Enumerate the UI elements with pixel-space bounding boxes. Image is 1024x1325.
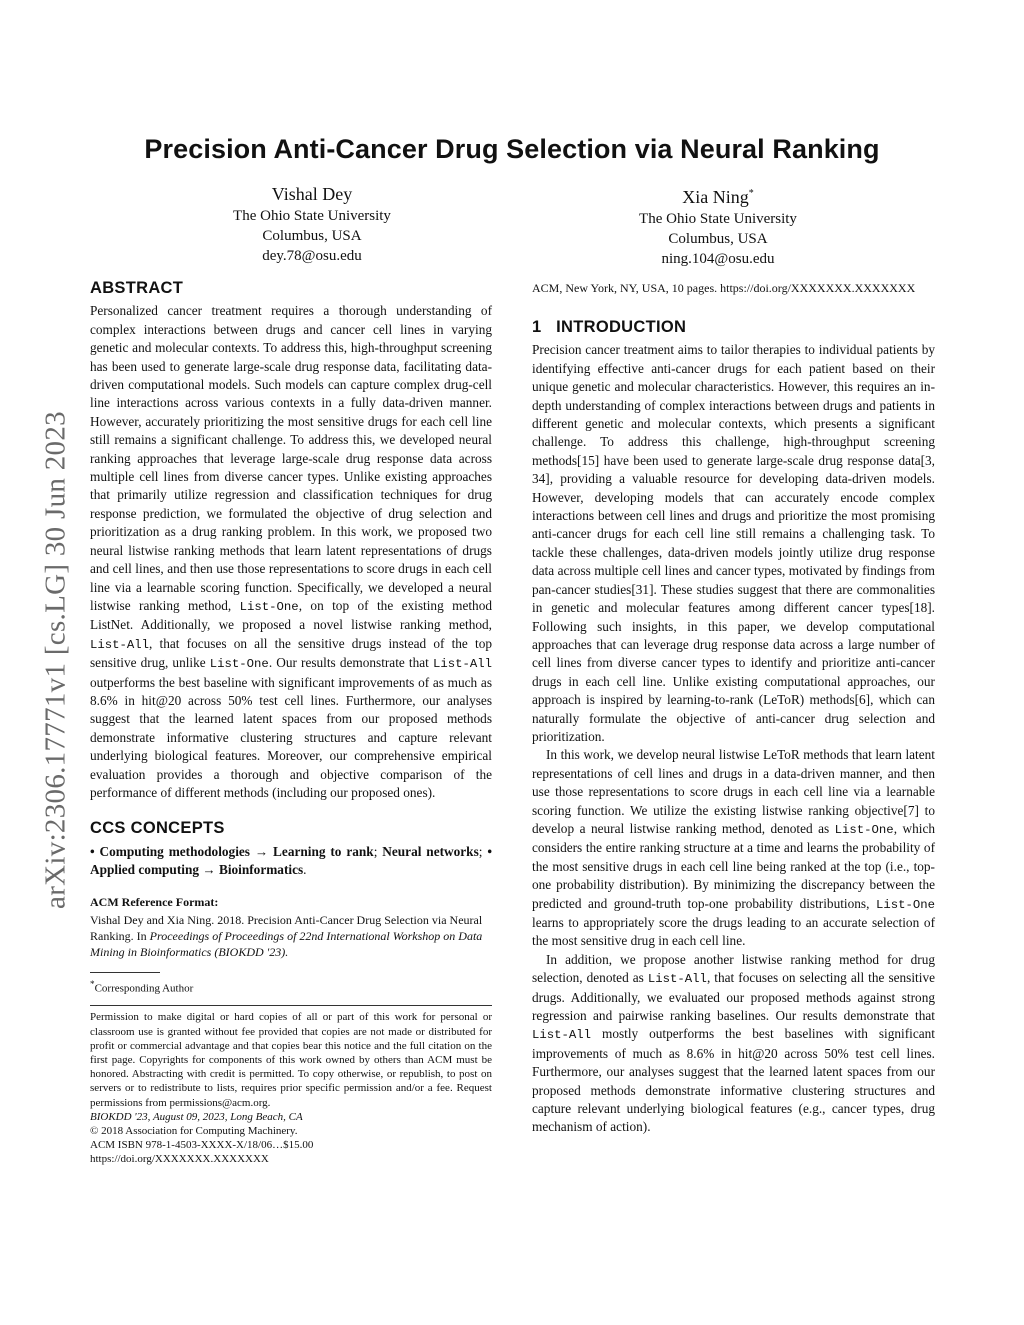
- intro-paragraph-3: In addition, we propose another listwise ranking method for drug selection, denoted as List-All, that focuses on selecting all the sensitive drugs. Additionally, we evaluated our proposed methods against strong regression and pairwise ranking baselines. Our results demonstrate that List-All mostly outperforms the best baselines with significant improvements of much as 8.6% in hit@20 across 50% test cell lines. Furthermore, our analyses suggest that the learned latent spaces from our proposed methods demonstrate informative clustering structures and capture relevant underlying biological features (e.g., cancer types, drug mechanism of action).: [532, 951, 935, 1135]
- isbn-line: ACM ISBN 978-1-4503-XXXX-X/18/06…$15.00: [90, 1139, 314, 1152]
- method-name: List-All: [90, 637, 150, 652]
- author-location: Columbus, USA: [262, 228, 362, 244]
- author-mark: *: [748, 188, 754, 199]
- acm-ref-heading: ACM Reference Format:: [90, 894, 219, 909]
- author-location: Columbus, USA: [668, 231, 768, 247]
- ccs-heading: CCS CONCEPTS: [90, 819, 225, 838]
- author-name: Vishal Dey: [271, 184, 353, 204]
- copyright-line: © 2018 Association for Computing Machinery.: [90, 1125, 298, 1138]
- footnote: *Corresponding Author: [90, 978, 194, 995]
- author-email: dey.78@osu.edu: [262, 248, 362, 264]
- right-column: [532, 280, 935, 1137]
- intro-heading: 1 INTRODUCTION: [532, 318, 687, 336]
- author-affiliation: The Ohio State University: [233, 208, 391, 224]
- method-name: List-All: [532, 1028, 592, 1043]
- author-name: Xia Ning: [682, 187, 749, 207]
- author-block-1: [162, 182, 462, 266]
- method-name: List-One: [239, 599, 299, 614]
- permission-divider: [90, 1005, 492, 1006]
- acm-ref-text: Vishal Dey and Xia Ning. 2018. Precision Anti-Cancer Drug Selection via Neural Ranking. In Proceedings of Proceedings of 22nd International Workshop on Data Mining in Bioinformatics (BIOKDD '23).: [90, 912, 483, 959]
- intro-paragraph-2: In this work, we develop neural listwise LeToR methods that learn latent representations of cell lines and drugs in a data-driven manner, and then use those representations to score drugs in each cell line via a learnable scoring function. We utilize the existing listwise ranking objective[7] to develop a neural listwise ranking method, denoted as List-One, which considers the entire ranking structure at a time and learns the probability of the most sensitive drugs in each cell line being ranked at the top (i.e., top-one probability distribution). By minimizing the discrepancy between the predicted and ground-truth top-one probability distributions, List-One learns to appropriately score the drugs leading to an accurate selection of the most sensitive drug in each cell line.: [532, 747, 935, 949]
- method-name: List-One: [875, 897, 935, 912]
- footnote-divider: [90, 972, 160, 973]
- acm-ref-continuation: ACM, New York, NY, USA, 10 pages. https://doi.org/XXXXXXX.XXXXXXX: [532, 281, 916, 295]
- intro-paragraph-1: Precision cancer treatment aims to tailor therapies to individual patients by identifying effective anti-cancer drugs for each patient based on their unique genetic and molecular characteristics. However, this requires an in-depth understanding of complex interactions between drugs and patients in different genetic and molecular contexts, which presents a significant challenge. To address this challenge, high-throughput screening methods[15] have been used to generate large-scale drug response data[3, 34], providing a valuable resource for developing data-driven models. However, developing models that can accurately encode complex interactions between cell lines and drugs and prioritize the most promising anti-cancer drugs for each cell line still remains a challenging task. To tackle these challenges, data-driven models jointly utilize drug response data across multiple cell lines and cancer types, motivated by findings from pan-cancer studies[31]. These studies suggest that there are commonalities in genetic and molecular features among different cancer types[18]. Following such insights, in this paper, we develop computational approaches that can leverage drug response data across a large number of cell lines from diverse cancer types to identify and prioritize anti-cancer drugs in each cell line. Unlike existing computational approaches, our approach is inspired by learning-to-rank (LeToR) methods[6], which can naturally formulate the objective of anti-cancer drug selection and prioritization.: [532, 342, 935, 744]
- paper-title: Precision Anti-Cancer Drug Selection via Neural Ranking: [144, 134, 880, 164]
- left-column: [90, 279, 492, 1167]
- author-affiliation: The Ohio State University: [639, 211, 797, 227]
- abstract-heading: ABSTRACT: [90, 279, 184, 297]
- ccs-concepts: • Computing methodologies → Learning to rank; Neural networks; • Applied computing → Bioinformatics.: [90, 843, 492, 878]
- method-name: List-One: [834, 822, 894, 837]
- permission-notice: Permission to make digital or hard copies of all or part of this work for personal or classroom use is granted without fee provided that copies are not made or distributed for profit or commercial advantage and that copies bear this notice and the full citation on the first page. Copyrights for components of this work owned by others than ACM must be honored. Abstracting with credit is permitted. To copy otherwise, or republish, to post on servers or to redistribute to lists, requires prior specific permission and/or a fee. Request permissions from permissions@acm.org.: [90, 1011, 492, 1109]
- abstract-text: Personalized cancer treatment requires a thorough understanding of complex interactions between drugs and cancer cell lines in varying genetic and molecular contexts. To address this, high-throughput screening has been used to generate large-scale drug response data, facilitating data-driven computational models. Such models can capture complex drug-cell line interactions across various contexts in a fully data-driven manner. However, accurately prioritizing the most sensitive drugs for each cell line still remains a significant challenge. To address this, we developed neural ranking approaches that leverage large-scale drug response data across multiple cell lines from diverse cancer types. Unlike existing approaches that primarily utilize regression and classification techniques for drug response prediction, we formulated the objective of drug selection and prioritization as a drug ranking problem. In this work, we proposed two neural listwise ranking methods that learn latent representations of drugs and cell lines, and then use those representations to score drugs in each cell line via a learnable scoring function. Specifically, we developed a neural listwise ranking method, List-One, on top of the existing method ListNet. Additionally, we proposed a novel listwise ranking method, List-All, that focuses on all the sensitive drugs instead of the top sensitive drug, unlike List-One. Our results demonstrate that List-All outperforms the best baseline with significant improvements of as much as 8.6% in hit@20 across 50% test cell lines. Furthermore, our analyses suggest that the learned latent spaces from our proposed methods demonstrate informative clustering structures and capture relevant underlying biological features. Moreover, our comprehensive empirical evaluation provides a thorough and objective comparison of the performance of different methods (including our proposed ones).: [90, 303, 492, 800]
- method-name: List-One: [209, 657, 269, 672]
- author-email: ning.104@osu.edu: [661, 251, 775, 267]
- doi-line: https://doi.org/XXXXXXX.XXXXXXX: [90, 1153, 269, 1166]
- arxiv-identifier: arXiv:2306.17771v1 [cs.LG] 30 Jun 2023: [39, 411, 72, 909]
- method-name: List-All: [432, 657, 492, 672]
- method-name: List-All: [647, 972, 707, 987]
- author-block-2: [568, 182, 868, 269]
- conference-info: BIOKDD '23, August 09, 2023, Long Beach, CA: [90, 1110, 303, 1123]
